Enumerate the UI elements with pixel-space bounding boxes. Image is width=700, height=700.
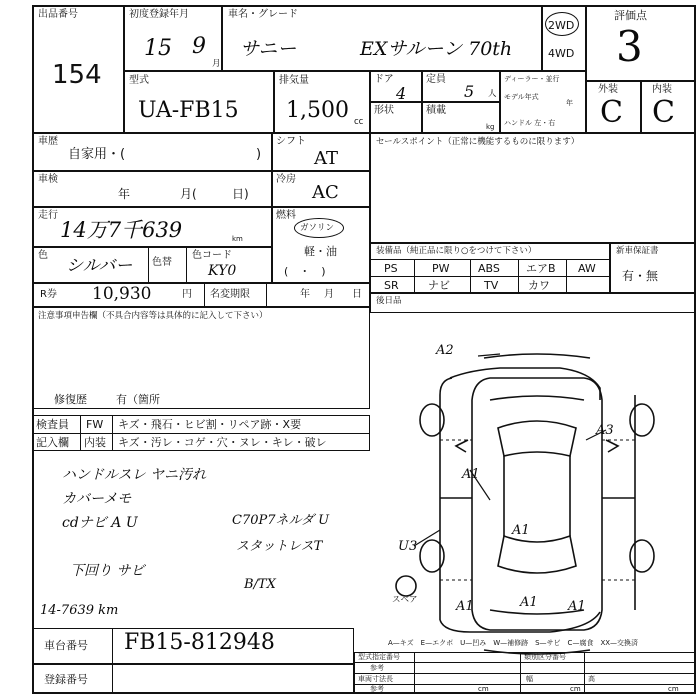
capacity-value: 5: [464, 82, 475, 101]
model-value: UA-FB15: [138, 98, 239, 123]
ac-value: AC: [312, 182, 339, 203]
capacity-unit: 人: [488, 89, 497, 99]
model-label: 型式: [129, 75, 149, 86]
drive-4wd: 4WD: [548, 47, 575, 60]
ref-line-2: [354, 673, 696, 674]
ref-length: 車両寸法長: [358, 675, 393, 683]
notes-label: 注意事項申告欄（不具合内容等は具体的に記入して下さい）: [38, 311, 268, 321]
recycle-divider-2: [266, 283, 267, 307]
color-divider: [148, 247, 149, 283]
displacement-unit: cc: [354, 117, 364, 127]
color-value: シルバー: [66, 256, 133, 276]
registration-label: 初度登録年月: [129, 9, 189, 20]
fuel-gasoline: ガソリン: [300, 223, 335, 233]
inspector-label-1: 検査員: [36, 418, 69, 431]
inspector-interior-items: キズ・汚レ・コゲ・穴・ヌレ・キレ・破レ: [118, 436, 327, 449]
drive-2wd: 2WD: [548, 19, 575, 32]
after-items-label: 後日品: [376, 296, 402, 306]
name-change-year: 年: [300, 289, 310, 300]
equip-tv: TV: [484, 279, 499, 292]
color-divider-2: [186, 247, 187, 283]
shift-value: AT: [314, 148, 339, 169]
exterior-label: 外装: [598, 84, 618, 95]
interior-label: 内装: [652, 84, 672, 95]
equip-col-2: [470, 259, 471, 293]
ref-width-unit: cm: [570, 685, 581, 693]
ref-class-number: 類別区分番号: [524, 653, 566, 661]
fuel-light-oil: 軽・油: [304, 245, 337, 258]
inspector-fw-items: キズ・飛石・ヒビ割・リペア跡・X要: [118, 418, 302, 431]
note-line-3: cdナビ A U: [62, 515, 138, 531]
history-label: 車歴: [38, 136, 58, 147]
name-change-label: 名変期限: [210, 289, 250, 300]
shape-label: 形状: [374, 105, 394, 116]
diagram-note-2: スタットレスT: [236, 539, 323, 554]
color-label: 色: [38, 250, 48, 261]
registration-month-unit: 月: [212, 59, 221, 69]
ref-type-number: 型式指定番号: [358, 653, 400, 661]
equip-col-3: [518, 259, 519, 293]
car-name-label: 車名・グレード: [228, 9, 298, 20]
displacement-value: 1,500: [286, 98, 349, 123]
inspection-year: 年: [118, 187, 131, 201]
diagram-mark-2: A1: [462, 467, 480, 482]
note-line-4: 下回り サビ: [70, 563, 145, 579]
note-line-2: カバーメモ: [62, 491, 132, 507]
dealer-year-unit: 年: [566, 99, 573, 107]
damage-legend: A—キズ E—エクボ U—凹み W—補修跡 S—サビ C—腐食 XX—交換済: [388, 639, 639, 647]
history-value: 自家用・(: [68, 147, 126, 162]
ref-note-2: 参考: [370, 685, 384, 693]
lot-label: 出品番号: [38, 9, 78, 20]
inspector-fw: FW: [86, 418, 104, 431]
score-value: 3: [616, 22, 643, 71]
equip-abs: ABS: [478, 262, 500, 275]
repair-value: 有（箇所: [116, 393, 160, 406]
exterior-score: C: [600, 95, 623, 130]
equip-leather: カワ: [528, 279, 550, 292]
inspection-month: 月(: [180, 187, 197, 201]
mileage-unit: km: [232, 235, 243, 243]
ref-col-1: [414, 652, 415, 694]
note-line-1: ハンドルスレ ヤニ汚れ: [62, 467, 207, 483]
fuel-label: 燃料: [276, 210, 296, 221]
drive-circle: [545, 12, 579, 36]
doors-value: 4: [396, 84, 407, 103]
dealer-model-year: モデル年式: [504, 93, 539, 101]
warranty-label: 新車保証書: [616, 246, 659, 256]
load-unit: kg: [486, 123, 495, 131]
color-code: KY0: [208, 263, 237, 279]
ref-note-1: 参考: [370, 664, 384, 672]
ref-line-3: [354, 684, 696, 685]
equip-ps: PS: [384, 262, 398, 275]
car-grade: EXサルーン 70th: [360, 38, 513, 60]
inspector-label-2: 記入欄: [36, 436, 69, 449]
ref-col-3: [584, 652, 585, 694]
equip-airbag: エアB: [526, 262, 556, 275]
ac-label: 冷房: [276, 174, 296, 185]
score-label: 評価点: [614, 9, 647, 22]
displacement-label: 排気量: [279, 75, 309, 86]
note-line-5: 14-7639 km: [40, 603, 119, 618]
registration-year: 15: [144, 36, 172, 61]
color-change-label: 色替: [152, 257, 172, 268]
repair-label: 修復歴: [54, 393, 87, 406]
chassis-value: FB15-812948: [124, 630, 275, 655]
lot-number: 154: [52, 60, 102, 90]
diagram-mark-3: A1: [512, 523, 530, 538]
ref-col-2: [520, 652, 521, 694]
interior-score: C: [652, 95, 675, 130]
recycle-divider: [204, 283, 205, 307]
load-label: 積載: [426, 105, 446, 116]
equipment-label: 装備品（純正品に限り○をつけて下さい）: [376, 246, 537, 256]
equip-navi: ナビ: [428, 279, 450, 292]
sales-point-cell: [370, 133, 696, 243]
equip-col-1: [414, 259, 415, 293]
equipment-row-line: [370, 259, 610, 260]
diagram-mark-6: A1: [456, 599, 474, 614]
car-name: サニー: [240, 38, 297, 60]
after-items-cell: [370, 293, 696, 313]
spare-label: スペア: [392, 595, 418, 605]
equip-pw: PW: [432, 262, 450, 275]
recycle-unit: 円: [182, 289, 192, 300]
inspector-row-line: [32, 433, 370, 434]
sales-point-label: セールスポイント（正常に機能するものに限ります）: [376, 137, 580, 147]
ref-length-unit: cm: [478, 685, 489, 693]
shift-label: シフト: [276, 136, 306, 147]
fuel-circle: [294, 218, 344, 238]
ref-width: 幅: [526, 675, 533, 683]
ref-line-1: [354, 662, 696, 663]
diagram-mark-7: A1: [520, 595, 538, 610]
diagram-mark-5: A2: [436, 343, 454, 358]
diagram-mark-1: A3: [596, 423, 614, 438]
equip-sr: SR: [384, 279, 399, 292]
plate-label: 登録番号: [44, 673, 88, 686]
dealer-label: ディーラー・並行: [504, 75, 560, 83]
inspector-interior: 内装: [84, 436, 106, 449]
inspection-label: 車検: [38, 174, 58, 185]
capacity-label: 定員: [426, 74, 446, 85]
mileage-label: 走行: [38, 210, 58, 221]
ref-height: 高: [588, 675, 595, 683]
ref-height-unit: cm: [668, 685, 679, 693]
diagram-mark-8: A1: [568, 599, 586, 614]
inspector-col-2: [112, 415, 113, 451]
equip-col-4: [566, 259, 567, 293]
doors-label: ドア: [374, 74, 394, 85]
diagram-mark-4: U3: [398, 539, 418, 554]
inspection-day: 日): [232, 187, 249, 201]
inspector-col-1: [80, 415, 81, 451]
color-code-label: 色コード: [192, 250, 232, 261]
recycle-label: R券: [40, 289, 57, 300]
chassis-label: 車台番号: [44, 639, 88, 652]
dealer-handle: ハンドル 左・右: [504, 119, 556, 127]
diagram-note-3: B/TX: [244, 577, 276, 592]
name-change-month: 月: [324, 289, 334, 300]
equipment-row-line-2: [370, 276, 610, 277]
mileage-value: 14万7千639: [60, 218, 183, 242]
equip-aw: AW: [578, 262, 596, 275]
fuel-other: ( ・ ): [284, 265, 326, 278]
history-close: ): [256, 147, 262, 162]
name-change-day: 日: [352, 289, 362, 300]
registration-month: 9: [192, 34, 206, 59]
warranty-value: 有・無: [622, 269, 659, 283]
diagram-note-1: C70P7ネルダ U: [232, 513, 330, 528]
recycle-cell: [32, 283, 370, 307]
recycle-value: 10,930: [92, 284, 152, 304]
